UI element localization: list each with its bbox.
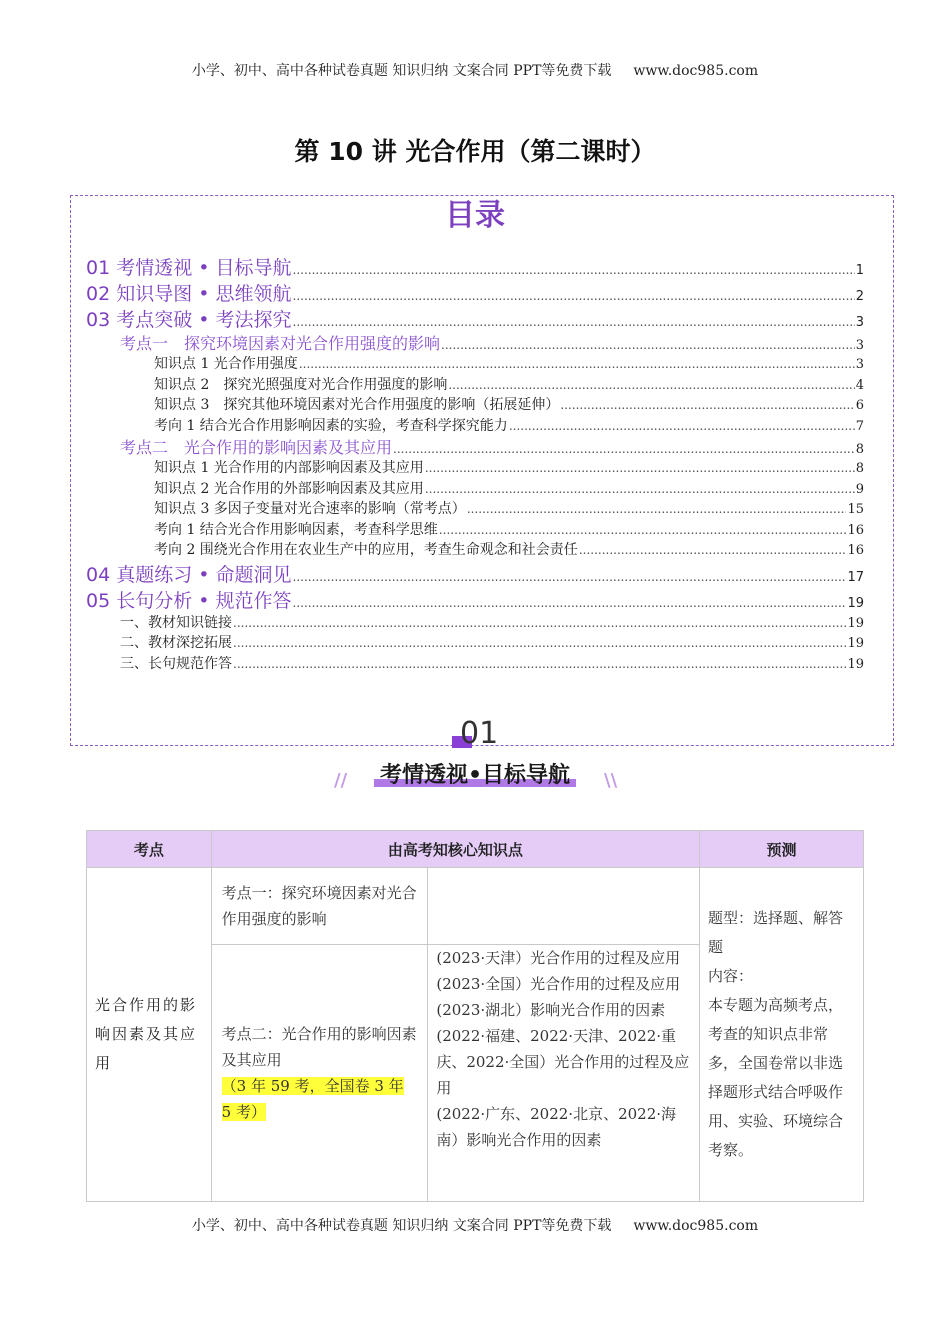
toc-item[interactable] xyxy=(86,394,864,415)
toc-page-number: 3 xyxy=(855,315,864,330)
point-detail-cell xyxy=(428,868,700,945)
section-number xyxy=(448,716,508,756)
prediction-content: 本专题为高频考点，考查的知识点非常多，全国卷常以非选择题形式结合呼吸作用、实验、环境综合考察。 xyxy=(708,996,844,1159)
toc-item[interactable] xyxy=(86,539,864,560)
point-cell xyxy=(211,945,428,1202)
toc-leader xyxy=(448,378,854,392)
toc-item-text: 01 考情透视 • 目标导航 xyxy=(86,257,292,279)
toc-page-number: 9 xyxy=(855,481,864,497)
toc-page-number: 8 xyxy=(855,442,864,457)
list-item: (2023·湖北）影响光合作用的因素 xyxy=(436,1001,666,1019)
toc-item[interactable] xyxy=(86,632,864,653)
toc-item-text: 知识点 3 探究其他环境因素对光合作用强度的影响（拓展延伸） xyxy=(154,397,560,413)
toc-leader xyxy=(509,419,855,433)
footer-text: 小学、初中、高中各种试卷真题 知识归纳 文案合同 PPT等免费下载 xyxy=(191,1218,612,1234)
toc-leader xyxy=(233,657,846,671)
toc-page-number: 19 xyxy=(847,595,864,611)
exam-frequency-highlight xyxy=(222,1073,418,1125)
toc-item-text: 考向 2 围绕光合作用在农业生产中的应用，考查生命观念和社会责任 xyxy=(154,542,578,558)
toc-page-number: 3 xyxy=(855,338,864,353)
toc-item-text: 知识点 3 多因子变量对光合速率的影响（常考点） xyxy=(154,501,466,517)
toc-item-text: 二、教材深挖拓展 xyxy=(120,635,232,651)
toc-item[interactable] xyxy=(86,653,864,674)
toc-item-text: 考向 1 结合光合作用影响因素，考查科学思维 xyxy=(154,521,438,538)
toc-item[interactable] xyxy=(86,457,864,478)
toc-leader xyxy=(560,398,854,412)
exam-analysis-table xyxy=(86,830,864,1202)
toc-page-number: 15 xyxy=(847,502,864,517)
toc-leader xyxy=(393,442,855,456)
table-row xyxy=(87,868,864,945)
toc-item-text: 知识点 1 光合作用强度 xyxy=(154,356,298,372)
toc-item[interactable] xyxy=(86,435,864,457)
toc-item[interactable] xyxy=(86,415,864,436)
toc-page-number: 19 xyxy=(847,636,864,651)
toc-item-text: 04 真题练习 • 命题洞见 xyxy=(86,563,292,586)
toc-leader xyxy=(233,636,846,650)
decor-slash-left: // xyxy=(334,770,348,791)
toc-leader xyxy=(425,461,855,475)
exam-frequency-text: （3 年 59 考，全国卷 3 年 5 考） xyxy=(221,1077,404,1121)
page-header xyxy=(0,60,950,80)
toc-leader xyxy=(233,616,846,630)
toc-leader xyxy=(293,315,855,329)
toc-item-text: 考点二 光合作用的影响因素及其应用 xyxy=(120,438,393,457)
toc-item[interactable] xyxy=(86,331,864,353)
toc-page-number: 6 xyxy=(855,398,864,413)
toc-item[interactable] xyxy=(86,560,864,586)
toc-page-number: 17 xyxy=(847,569,864,585)
header-site-link[interactable]: www.doc985.com xyxy=(633,63,759,79)
toc-leader xyxy=(293,263,855,277)
decor-slash-right: \\ xyxy=(604,770,618,791)
toc-page-number: 1 xyxy=(855,263,864,278)
topic-cell: 光合作用的影响因素及其应用 xyxy=(87,868,212,1202)
toc-leader xyxy=(439,523,847,537)
table-header-row xyxy=(87,831,864,868)
toc-item[interactable] xyxy=(86,612,864,633)
toc-item-text: 一、教材知识链接 xyxy=(120,614,232,631)
list-item: (2023·天津）光合作用的过程及应用 xyxy=(436,949,681,967)
prediction-cell xyxy=(700,868,864,1202)
toc-leader xyxy=(425,482,855,496)
toc-item-text: 考点一 探究环境因素对光合作用强度的影响 xyxy=(120,334,441,353)
toc-leader xyxy=(467,502,847,516)
page-footer xyxy=(0,1215,950,1235)
toc-item[interactable] xyxy=(86,279,864,305)
toc-page-number: 19 xyxy=(847,656,864,672)
section-title-text: 考情透视•目标导航 xyxy=(370,758,580,789)
toc-item[interactable] xyxy=(86,586,864,612)
toc-leader xyxy=(299,357,855,371)
toc-page-number: 19 xyxy=(847,615,864,631)
header-cell-prediction: 预测 xyxy=(700,831,864,868)
toc-item-text: 知识点 2 探究光照强度对光合作用强度的影响 xyxy=(154,376,448,393)
toc-leader xyxy=(441,338,855,352)
toc-item-text: 05 长句分析 • 规范作答 xyxy=(86,589,292,612)
document-title: 第 10 讲 光合作用（第二课时） xyxy=(294,137,656,166)
list-item: (2022·广东、2022·北京、2022·海南）影响光合作用的因素 xyxy=(436,1105,677,1149)
toc-leader xyxy=(293,570,847,584)
toc-item[interactable] xyxy=(86,253,864,279)
toc-item-text: 知识点 1 光合作用的内部影响因素及其应用 xyxy=(154,460,424,476)
list-item: (2022·福建、2022·天津、2022·重庆、2022·全国）光合作用的过程及应用 xyxy=(436,1027,690,1097)
toc-page-number: 3 xyxy=(855,357,864,372)
toc-leader xyxy=(293,596,847,610)
point-detail-cell xyxy=(428,945,700,1202)
toc-item[interactable] xyxy=(86,519,864,540)
toc-item-text: 知识点 2 光合作用的外部影响因素及其应用 xyxy=(154,480,424,497)
toc-leader xyxy=(579,543,847,557)
toc-leader xyxy=(293,289,855,303)
toc-list xyxy=(86,253,864,673)
toc-item-text: 02 知识导图 • 思维领航 xyxy=(86,283,292,305)
header-cell-knowledge: 由高考知核心知识点 xyxy=(211,831,699,868)
list-item: (2023·全国）光合作用的过程及应用 xyxy=(436,975,681,993)
toc-item-text: 三、长句规范作答 xyxy=(120,655,232,672)
prediction-type: 题型：选择题、解答题 xyxy=(708,909,844,956)
toc-item-text: 03 考点突破 • 考法探究 xyxy=(86,309,292,331)
toc-item-text: 考向 1 结合光合作用影响因素的实验，考查科学探究能力 xyxy=(154,417,508,434)
toc-page-number: 4 xyxy=(855,377,864,393)
toc-page-number: 16 xyxy=(847,543,864,558)
toc-item[interactable] xyxy=(86,305,864,331)
toc-page-number: 2 xyxy=(855,289,864,304)
section-title xyxy=(0,758,950,789)
footer-site-link[interactable]: www.doc985.com xyxy=(633,1218,759,1234)
prediction-content-label: 内容： xyxy=(708,967,754,985)
toc-page-number: 16 xyxy=(847,522,864,538)
point-text: 考点二：光合作用的影响因素及其应用 xyxy=(221,1025,417,1069)
toc-heading: 目录 xyxy=(445,198,505,233)
point-cell: 考点一：探究环境因素对光合作用强度的影响 xyxy=(211,868,428,945)
toc-page-number: 7 xyxy=(855,418,864,434)
section-number-text: 01 xyxy=(460,716,499,751)
toc-item[interactable] xyxy=(86,498,864,519)
header-text: 小学、初中、高中各种试卷真题 知识归纳 文案合同 PPT等免费下载 xyxy=(191,63,612,79)
toc-item[interactable] xyxy=(86,478,864,499)
toc-page-number: 8 xyxy=(855,461,864,476)
header-cell-topic: 考点 xyxy=(87,831,212,868)
toc-item[interactable] xyxy=(86,374,864,395)
toc-item[interactable] xyxy=(86,353,864,374)
